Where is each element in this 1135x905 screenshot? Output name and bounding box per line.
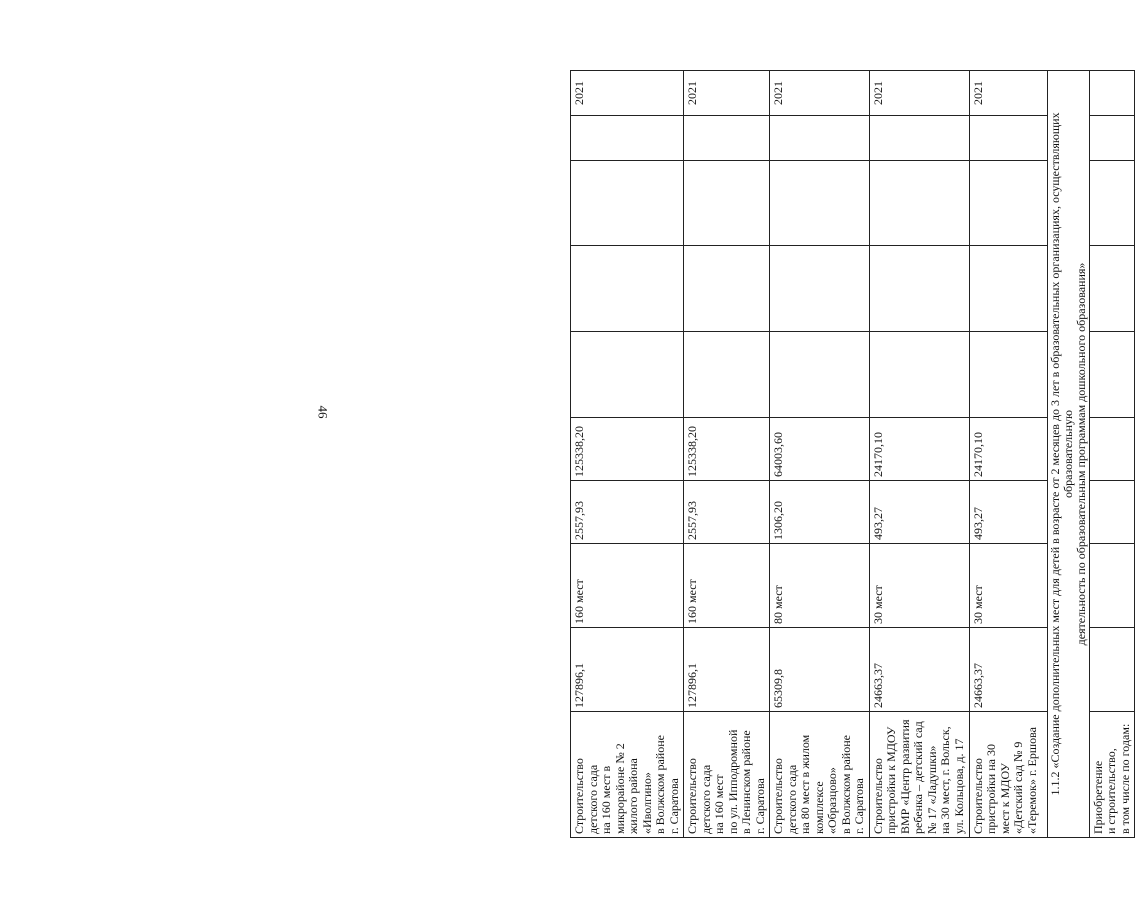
object-name-line: в Ленинском районе [739,730,753,834]
value-cell-c1: 24663,37 [869,628,969,712]
object-name-line: пристройки к МДОУ [884,726,898,834]
object-name-line: на 160 мест в [599,765,613,834]
object-name-line: на 80 мест в жилом [798,734,812,834]
value-cell-c4: 24170,10 [869,418,969,481]
object-name-line: на 30 мест, г. Вольск, [938,726,952,834]
value-cell-c8 [969,116,1047,161]
value-cell-c1: 127896,1 [684,628,770,712]
year-cell: 2021 [571,71,684,116]
empty-cell [1089,544,1135,628]
object-name-line: комплексе «Образцово» [811,767,839,834]
value-cell-c8 [571,116,684,161]
table-row [770,71,870,838]
value-cell-c5 [869,332,969,418]
value-cell-c7 [684,161,770,246]
object-name-line: на 160 мест [712,774,726,834]
object-name-line: Строительство [970,758,985,834]
value-cell-c7 [869,161,969,246]
empty-cell [1089,246,1135,332]
value-cell-c7 [770,161,870,246]
empty-cell [1089,628,1135,712]
value-cell-c8 [770,116,870,161]
year-cell: 2021 [770,71,870,116]
empty-cell [1089,481,1135,544]
value-cell-c2: 30 мест [969,544,1047,628]
section-heading-line: 1.1.2 «Создание дополнительных мест для детей в возрасте от 2 месяцев до 3 лет в образовательных организациях, осуществляющих образовательную [1047,112,1075,796]
value-cell-c4: 125338,20 [684,418,770,481]
year-cell: 2021 [869,71,969,116]
object-name-line: г. Саратова [666,778,681,834]
object-name-line: по ул. Ипподромной [725,729,740,834]
empty-cell [1089,71,1135,116]
section-row [1047,71,1089,838]
object-name-line: «Детский сад № 9 [1011,741,1025,834]
value-cell-c1: 24663,37 [969,628,1047,712]
value-cell-c3: 2557,93 [684,481,770,544]
empty-cell [1089,161,1135,246]
value-cell-c3: 2557,93 [571,481,684,544]
object-name-line: Строительство [870,758,885,834]
year-cell: 2021 [969,71,1047,116]
value-cell-c4: 125338,20 [571,418,684,481]
empty-cell [1089,332,1135,418]
data-table [570,70,1135,838]
year-cell: 2021 [684,71,770,116]
object-name-line: жилого района [626,758,640,834]
section-heading-line: деятельность по образовательным программам дошкольного образования» [1073,262,1088,646]
object-name-line: Приобретение [1090,760,1105,834]
object-name-line: детского сада [585,764,600,834]
empty-cell [1089,418,1135,481]
rotated-table-container [570,71,1132,838]
object-name-line: «Иволгино» [639,772,654,834]
table-row [571,71,684,838]
object-name-line: ВМР «Центр развития [897,719,912,834]
object-name-line: Строительство [771,758,785,834]
object-name-line: микрорайоне № 2 [612,743,627,834]
object-name-line: г. Саратова [852,778,866,834]
object-name-line: г. Саратова [752,778,767,834]
object-name-cell [969,712,1047,838]
value-cell-c7 [969,161,1047,246]
object-name-cell [869,712,969,838]
table-row [1089,71,1135,838]
object-name-line: в Волжском районе [838,735,853,834]
value-cell-c1: 127896,1 [571,628,684,712]
value-cell-c4: 64003,60 [770,418,870,481]
value-cell-c2: 160 мест [684,544,770,628]
value-cell-c6 [869,246,969,332]
value-cell-c5 [684,332,770,418]
page-number: 46 [315,405,331,419]
value-cell-c2: 80 мест [770,544,870,628]
empty-cell [1089,116,1135,161]
object-name-cell [571,712,684,838]
value-cell-c2: 30 мест [869,544,969,628]
object-name-line: Строительство [572,758,586,834]
object-name-line: ул. Кольцова, д. 17 [951,738,966,834]
value-cell-c6 [969,246,1047,332]
section-heading-cell [1047,71,1089,838]
object-name-line: пристройки на 30 [984,744,998,834]
value-cell-c8 [869,116,969,161]
value-cell-c6 [684,246,770,332]
object-name-line: мест к МДОУ [997,763,1012,834]
object-name-cell [1089,712,1135,838]
value-cell-c6 [571,246,684,332]
value-cell-c6 [770,246,870,332]
object-name-line: детского сада [784,764,799,834]
object-name-line: Строительство [685,758,699,834]
value-cell-c5 [969,332,1047,418]
table-body [571,71,1135,838]
object-name-line: № 17 «Ладушки» [924,745,939,834]
value-cell-c3: 493,27 [969,481,1047,544]
value-cell-c1: 65309,8 [770,628,870,712]
object-name-line: «Теремок» г. Ершова [1024,727,1039,834]
object-name-cell [770,712,870,838]
object-name-line: и строительство, [1104,748,1118,834]
value-cell-c3: 1306,20 [770,481,870,544]
table-row [869,71,969,838]
object-name-line: ребенка – детский сад [911,721,925,834]
object-name-line: в Волжском районе [653,735,667,834]
value-cell-c4: 24170,10 [969,418,1047,481]
value-cell-c5 [571,332,684,418]
value-cell-c8 [684,116,770,161]
object-name-line: в том числе по годам: [1117,723,1132,834]
table-row [684,71,770,838]
table-row [969,71,1047,838]
value-cell-c7 [571,161,684,246]
value-cell-c2: 160 мест [571,544,684,628]
value-cell-c5 [770,332,870,418]
object-name-line: детского сада [698,764,713,834]
object-name-cell [684,712,770,838]
value-cell-c3: 493,27 [869,481,969,544]
